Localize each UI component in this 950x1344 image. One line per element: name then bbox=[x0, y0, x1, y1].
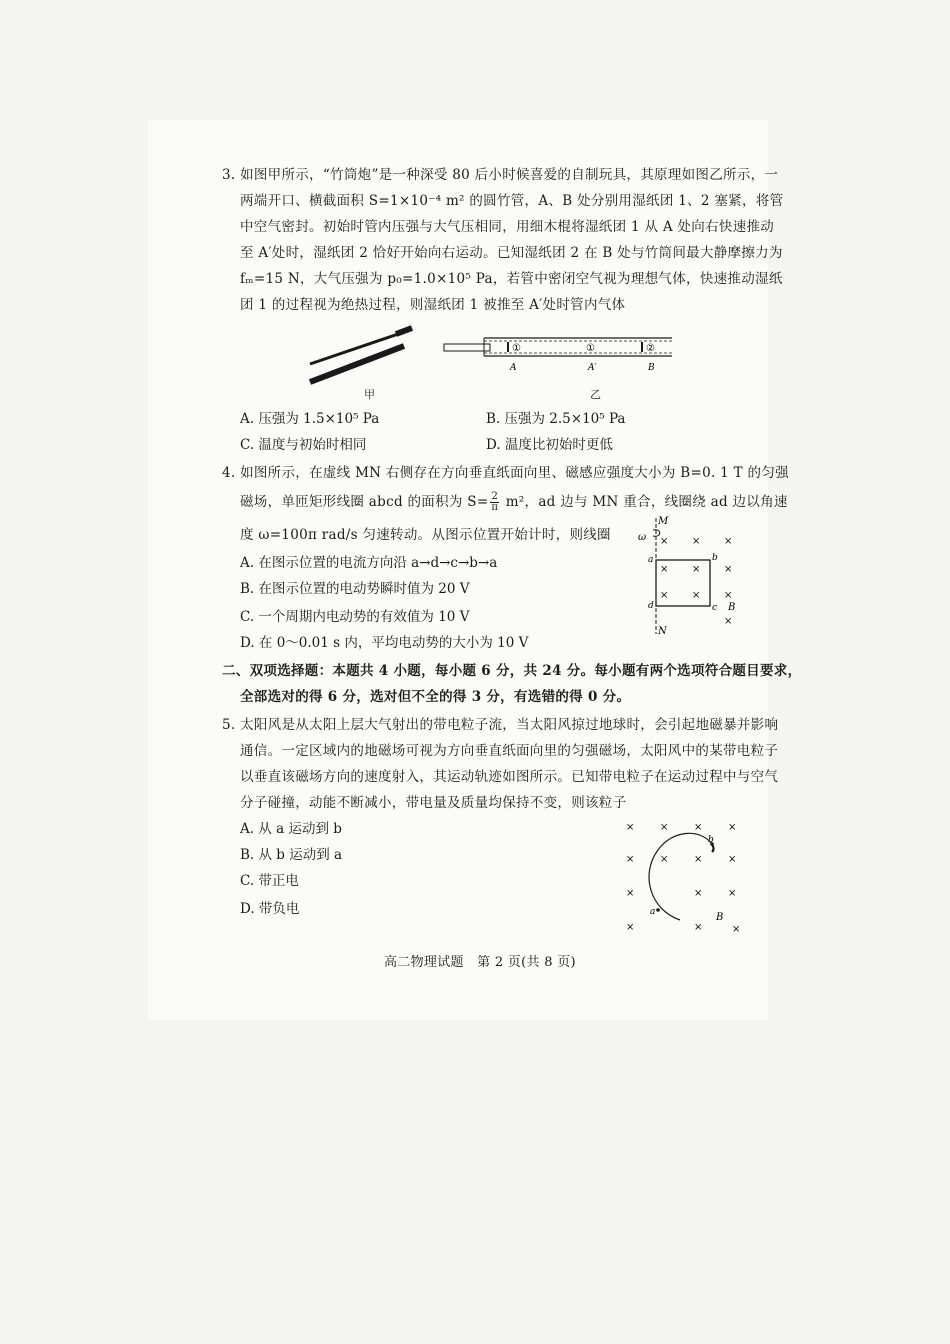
tube-plug-1-target-label: ① bbox=[586, 343, 595, 354]
field-cross: × bbox=[660, 590, 669, 601]
tube-plug-2-label: ② bbox=[646, 343, 655, 354]
q3-option-a: A. 压强为 1.5×10⁵ Pa bbox=[240, 411, 380, 427]
coil-label-field: B bbox=[728, 602, 736, 613]
q3-line-4: 至 A′处时，湿纸团 2 恰好开始向右运动。已知湿纸团 2 在 B 处与竹筒间最大静摩擦力为 bbox=[240, 245, 783, 261]
field-cross: × bbox=[626, 854, 635, 865]
coil-label-n: N bbox=[658, 626, 667, 637]
q3-option-c: C. 温度与初始时相同 bbox=[240, 437, 367, 453]
figure-jia-caption: 甲 bbox=[364, 388, 375, 401]
q4-line-3: 度 ω=100π rad/s 匀速转动。从图示位置开始计时，则线圈 bbox=[240, 527, 611, 543]
field-cross: × bbox=[724, 616, 733, 627]
q3-option-b: B. 压强为 2.5×10⁵ Pa bbox=[486, 411, 626, 427]
tube-label-b: B bbox=[648, 363, 655, 373]
coil-label-m: M bbox=[658, 516, 669, 527]
figure-yi bbox=[440, 332, 680, 376]
figure-yi-caption: 乙 bbox=[590, 388, 601, 401]
q5-option-d: D. 带负电 bbox=[240, 901, 300, 917]
field-cross: × bbox=[660, 564, 669, 575]
q3-line-5: fₘ=15 N，大气压强为 p₀=1.0×10⁵ Pa，若管中密闭空气视为理想气体，快速推动湿纸 bbox=[240, 271, 783, 287]
field-cross: × bbox=[626, 822, 635, 833]
field-cross: × bbox=[694, 922, 703, 933]
q5-line-1: 5. 太阳风是从太阳上层大气射出的带电粒子流，当太阳风掠过地球时，会引起地磁暴并影响 bbox=[222, 717, 779, 733]
field-cross: × bbox=[728, 822, 737, 833]
coil-label-c: c bbox=[712, 603, 718, 613]
field-cross: × bbox=[694, 822, 703, 833]
coil-label-b: b bbox=[712, 553, 718, 563]
q3-line-1: 3. 如图甲所示，“竹筒炮”是一种深受 80 后小时候喜爱的自制玩具，其原理如图乙所示，一 bbox=[222, 167, 779, 183]
field-cross: × bbox=[692, 590, 701, 601]
field-cross: × bbox=[732, 924, 741, 935]
q3-line-2: 两端开口、横截面积 S=1×10⁻⁴ m² 的圆竹管，A、B 处分别用湿纸团 1、2 塞紧，将管 bbox=[240, 193, 784, 209]
figure-jia bbox=[300, 322, 420, 386]
area-fraction-denominator: π bbox=[491, 502, 499, 513]
field-cross: × bbox=[660, 854, 669, 865]
q4-line-1: 4. 如图所示，在虚线 MN 右侧存在方向垂直纸面向里、磁感应强度大小为 B=0. 1 T 的匀强 bbox=[222, 465, 789, 481]
page-footer: 高二物理试题 第 2 页(共 8 页) bbox=[384, 955, 576, 970]
field-cross: × bbox=[728, 854, 737, 865]
q5-option-a: A. 从 a 运动到 b bbox=[240, 821, 342, 837]
field-cross: × bbox=[694, 854, 703, 865]
field-cross: × bbox=[724, 536, 733, 547]
field-cross: × bbox=[692, 564, 701, 575]
section-2-heading-line-1: 二、双项选择题：本题共 4 小题，每小题 6 分，共 24 分。每小题有两个选项符合题目要求， bbox=[222, 663, 802, 679]
trajectory-label-a: a bbox=[650, 907, 656, 917]
field-cross: × bbox=[660, 822, 669, 833]
q4-line-2-end: m²，ad 边与 MN 重合，线圈绕 ad 边以角速 bbox=[501, 494, 788, 510]
coil-label-a: a bbox=[648, 555, 654, 565]
section-2-heading-line-2: 全部选对的得 6 分，选对但不全的得 3 分，有选错的得 0 分。 bbox=[240, 689, 631, 705]
q4-option-c: C. 一个周期内电动势的有效值为 10 V bbox=[240, 609, 470, 625]
tube-label-a-prime: A′ bbox=[588, 363, 597, 373]
q5-option-b: B. 从 b 运动到 a bbox=[240, 847, 343, 863]
q5-line-4: 分子碰撞，动能不断减小，带电量及质量均保持不变，则该粒子 bbox=[240, 795, 627, 811]
q4-option-d: D. 在 0～0.01 s 内，平均电动势的大小为 10 V bbox=[240, 635, 529, 651]
tube-plug-1-label: ① bbox=[512, 343, 521, 354]
trajectory-label-b: b bbox=[708, 835, 714, 845]
field-cross: × bbox=[694, 888, 703, 899]
field-cross: × bbox=[724, 590, 733, 601]
tube-label-a: A bbox=[510, 363, 517, 373]
field-cross: × bbox=[728, 888, 737, 899]
coil-figure bbox=[636, 512, 746, 640]
coil-label-omega: ω bbox=[638, 532, 647, 543]
field-cross: × bbox=[660, 536, 669, 547]
q5-option-c: C. 带正电 bbox=[240, 873, 299, 889]
q3-line-3: 中空气密封。初始时管内压强与大气压相同，用细木棍将湿纸团 1 从 A 处向右快速推动 bbox=[240, 219, 775, 235]
q3-option-d: D. 温度比初始时更低 bbox=[486, 437, 613, 453]
area-fraction-numerator: 2 bbox=[491, 491, 499, 502]
q4-line-2 bbox=[240, 492, 788, 513]
q4-option-b: B. 在图示位置的电动势瞬时值为 20 V bbox=[240, 581, 470, 597]
q5-line-2: 通信。一定区域内的地磁场可视为方向垂直纸面向里的匀强磁场，太阳风中的某带电粒子 bbox=[240, 743, 779, 759]
trajectory-figure bbox=[622, 814, 748, 938]
area-fraction bbox=[490, 492, 499, 513]
field-cross: × bbox=[692, 536, 701, 547]
trajectory-label-field: B bbox=[716, 912, 724, 923]
field-cross: × bbox=[626, 888, 635, 899]
q4-line-2-start: 磁场，单匝矩形线圈 abcd 的面积为 S= bbox=[240, 494, 489, 510]
q5-line-3: 以垂直该磁场方向的速度射入，其运动轨迹如图所示。已知带电粒子在运动过程中与空气 bbox=[240, 769, 779, 785]
field-cross: × bbox=[626, 922, 635, 933]
field-cross: × bbox=[724, 564, 733, 575]
q4-option-a: A. 在图示位置的电流方向沿 a→d→c→b→a bbox=[240, 555, 498, 571]
q3-line-6: 团 1 的过程视为绝热过程，则湿纸团 1 被推至 A′处时管内气体 bbox=[240, 297, 626, 313]
coil-label-d: d bbox=[648, 601, 654, 611]
